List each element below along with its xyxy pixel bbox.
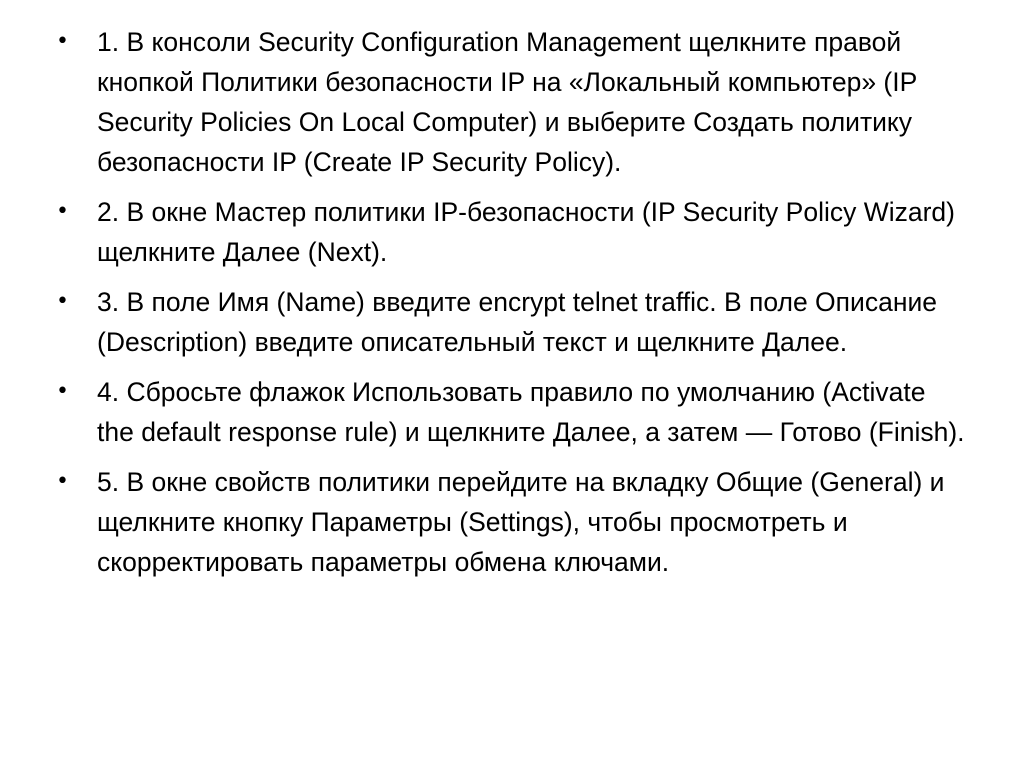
bullet-icon: • — [56, 199, 69, 224]
bullet-icon: • — [56, 29, 69, 54]
bullet-icon: • — [56, 469, 69, 494]
list-item-step-3 — [56, 282, 966, 362]
list-item-step-2 — [56, 192, 966, 272]
bullet-icon: • — [56, 289, 69, 314]
step-text: 4. Сбросьте флажок Использовать правило по умолчанию (Activate the default response rule) и щелкните Далее, а затем — Готово (Finish). — [97, 377, 965, 447]
bullet-icon: • — [56, 379, 69, 404]
list-item-step-1 — [56, 22, 966, 182]
list-item-step-4 — [56, 372, 966, 452]
instruction-list — [56, 22, 966, 592]
step-text: 3. В поле Имя (Name) введите encrypt telnet traffic. В поле Описание (Description) введите описательный текст и щелкните Далее. — [97, 287, 937, 357]
step-text: 5. В окне свойств политики перейдите на вкладку Общие (General) и щелкните кнопку Параметры (Settings), чтобы просмотреть и скорректировать параметры обмена ключами. — [97, 467, 945, 577]
step-text: 2. В окне Мастер политики IP-безопасности (IP Security Policy Wizard) щелкните Далее (Next). — [97, 197, 955, 267]
step-text: 1. В консоли Security Configuration Management щелкните правой кнопкой Политики безопасности IP на «Локальный компьютер» (IP Security Policies On Local Computer) и выберите Создать политику безопасности IP (Create IP Security Policy). — [97, 27, 917, 177]
list-item-step-5 — [56, 462, 966, 582]
